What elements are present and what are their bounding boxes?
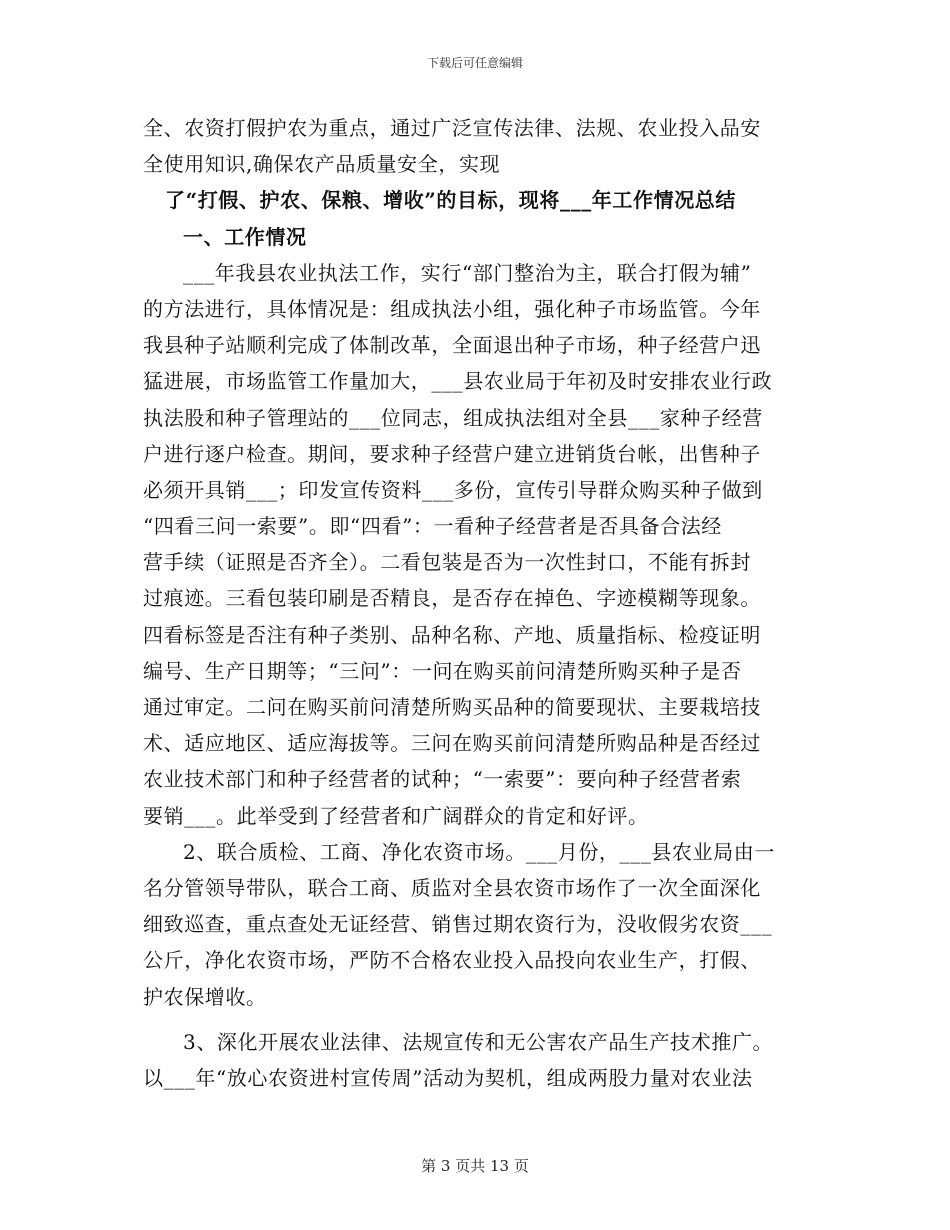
paragraph-start: 3、深化开展农业法律、法规宣传和无公害农产品生产技术推广。 [183,1029,774,1054]
paragraph-spacer [143,1015,808,1024]
page-header-note: 下载后可任意编辑 [426,56,523,70]
body-line: 户进行逐户检查。期间，要求种子经营户建立进销货台帐，出售种子 [143,441,761,466]
section-heading: 一、工作情况 [183,224,307,249]
body-line: 执法股和种子管理站的___位同志，组成执法组对全县___家种子经营 [143,405,763,430]
body-line: 农业技术部门和种子经营者的试种；“一索要”：要向种子经营者索 [143,767,742,792]
body-line: 要销___。此举受到了经营者和广阔群众的肯定和好评。 [143,803,649,828]
body-line: 全、农资打假护农为重点，通过广泛宣传法律、法规、农业投入品安 [143,116,761,140]
body-line: 猛进展，市场监管工作量加大，___县农业局于年初及时安排农业行政 [143,369,773,394]
paragraph-start: 2、联合质检、工商、净化农资市场。___月份，___县农业局由一 [183,839,775,864]
body-line: 名分管领导带队，联合工商、质监对全县农资市场作了一次全面深化 [143,875,761,900]
body-line: 通过审定。二问在购买前问清楚所购买品种的简要现状、主要栽培技 [143,695,761,719]
page-number: 第 3 页共 13 页 [421,1157,529,1175]
body-line: 过痕迹。三看包装印刷是否精良，是否存在掉色、字迹模糊等现象。 [143,586,761,611]
body-line: 必须开具销___；印发宣传资料___多份，宣传引导群众购买种子做到 [143,477,763,502]
body-line: 四看标签是否注有种子类别、品种名称、产地、质量指标、检疫证明 [143,622,761,647]
body-line: 护农保增收。 [143,984,267,1009]
body-line: 全使用知识,确保农产品质量安全，实现 [143,152,501,177]
body-line: 细致巡查，重点查处无证经营、销售过期农资行为，没收假劣农资___ [143,912,773,937]
document-body [143,110,808,1096]
paragraph-start: ___年我县农业执法工作，实行“部门整治为主，联合打假为辅” [183,260,752,285]
body-line: 我县种子站顺利完成了体制改革，全面退出种子市场，种子经营户迅 [143,333,761,358]
body-line: 的方法进行，具体情况是：组成执法小组，强化种子市场监管。今年 [143,296,761,321]
body-line: 编号、生产日期等；“三问”：一问在购买前问清楚所购买种子是否 [143,658,742,683]
body-line: 术、适应地区、适应海拔等。三问在购买前问清楚所购品种是否经过 [143,731,761,756]
summary-intro-line: 了“打假、护农、保粮、增收”的目标，现将___年工作情况总结 [165,188,737,213]
body-line: 营手续（证照是否齐全）。二看包装是否为一次性封口，不能有拆封 [143,550,751,575]
body-line: 以___年“放心农资进村宣传周”活动为契机，组成两股力量对农业法 [143,1065,753,1090]
body-line: 公斤，净化农资市场，严防不合格农业投入品投向农业生产，打假、 [143,948,761,973]
body-line: “四看三问一索要”。即“四看”：一看种子经营者是否具备合法经 [143,514,722,539]
